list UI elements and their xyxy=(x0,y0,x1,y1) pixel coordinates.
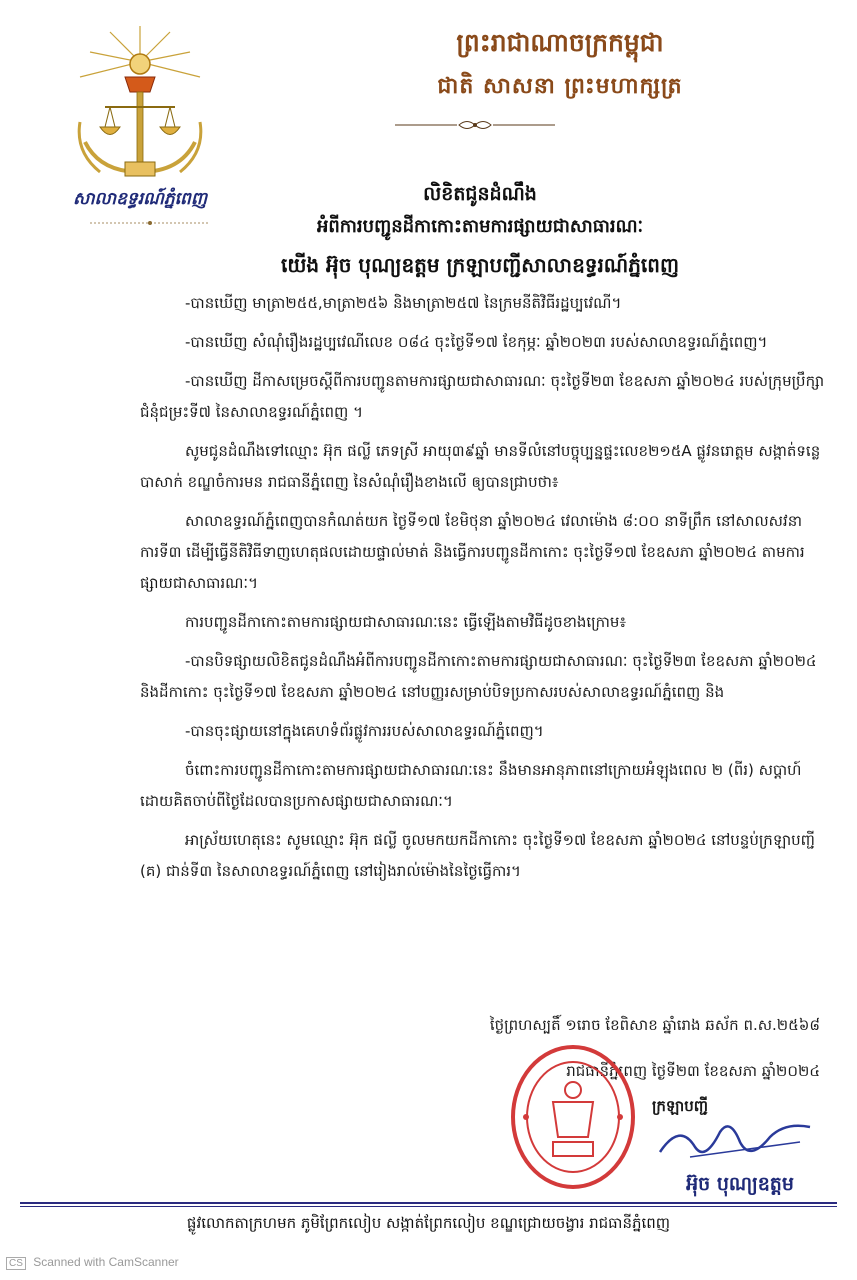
handwritten-signature-icon xyxy=(650,1112,820,1172)
camscanner-logo-icon: CS xyxy=(6,1257,26,1270)
document-body xyxy=(140,288,826,895)
document-subtitle: អំពីការបញ្ជូនដីកាកោះតាមការផ្សាយជាសាធារណៈ xyxy=(316,216,644,237)
body-paragraph: -បានឃើញ មាត្រា២៥៥,មាត្រា២៥៦ និងមាត្រា២៥៧ នៃក្រមនីតិវិធីរដ្ឋប្បវេណី។ xyxy=(185,294,622,312)
lunar-date: ថ្ងៃព្រហស្បតិ៍ ១រោច ខែពិសាខ ឆ្នាំរោង ឆស័ក ព.ស.២៥៦៨ xyxy=(489,1016,820,1034)
body-paragraph: -បានចុះផ្សាយនៅក្នុងគេហទំព័រផ្លូវការរបស់សាលាឧទ្ធរណ៍ភ្នំពេញ។ xyxy=(185,722,544,740)
scanner-watermark-text: Scanned with CamScanner xyxy=(33,1255,179,1269)
ornament-divider-icon xyxy=(395,118,555,132)
signatory-name: អ៊ុច បុណ្យឧត្តម xyxy=(686,1173,794,1195)
body-paragraph: -បានឃើញ ដីកាសម្រេចស្តីពីការបញ្ជូនតាមការផ្សាយជាសាធារណៈ ចុះថ្ងៃទី២៣ ខែឧសភា ឆ្នាំ២០២៤ របស់ក្រុមប្រឹក្សាជំនុំជម្រះទី៧ នៃសាលាឧទ្ធរណ៍ភ្នំពេញ ។ xyxy=(140,372,825,421)
body-paragraph: -បានបិទផ្សាយលិខិតជូនដំណឹងអំពីការបញ្ជូនដីកាកោះតាមការផ្សាយជាសាធារណៈ ចុះថ្ងៃទី២៣ ខែឧសភា ឆ្នាំ២០២៤ និងដីកាកោះ ចុះថ្ងៃទី១៧ ខែឧសភា ឆ្នាំ២០២៤ នៅបញ្ញរសម្រាប់បិទប្រកាសរបស់សាលាឧទ្ធរណ៍ភ្នំពេញ និង xyxy=(140,652,817,701)
scanner-watermark xyxy=(6,1255,179,1270)
signatory-title: ក្រឡាបញ្ជី xyxy=(651,1097,709,1115)
solar-date: រាជធានីភ្នំពេញ ថ្ងៃទី២៣ ខែឧសភា ឆ្នាំ២០២៤ xyxy=(566,1062,820,1080)
national-motto: ជាតិ សាសនា ព្រះមហាក្សត្រ xyxy=(437,73,683,99)
footer-address: ផ្លូវលោកតាក្រហមក ភូមិព្រែកលៀប សង្កាត់ព្រែកលៀប ខណ្ឌជ្រោយចង្វារ រាជធានីភ្នំពេញ xyxy=(186,1214,671,1232)
body-paragraph: -បានឃើញ សំណុំរឿងរដ្ឋប្បវេណីលេខ ០៨៤ ចុះថ្ងៃទី១៧ ខែកុម្ភៈ ឆ្នាំ២០២៣ របស់សាលាឧទ្ធរណ៍ភ្នំពេញ។ xyxy=(185,333,768,351)
document-title: លិខិតជូនដំណឹង xyxy=(423,183,537,205)
footer-rule xyxy=(20,1206,837,1207)
body-paragraph: សាលាឧទ្ធរណ៍ភ្នំពេញបានកំណត់យក ថ្ងៃទី១៧ ខែមិថុនា ឆ្នាំ២០២៤ វេលាម៉ោង ៨:០០ នាទីព្រឹក នៅសាលសវនាការទី៣ ដើម្បីធ្វើនីតិវិធីទាញហេតុផលដោយផ្ទាល់មាត់ និងធ្វើការបញ្ជូនដីកាកោះ ចុះថ្ងៃទី១៧ ខែឧសភា ឆ្នាំ២០២៤ តាមការផ្សាយជាសាធារណៈ។ xyxy=(140,512,805,592)
court-name: សាលាឧទ្ធរណ៍ភ្នំពេញ xyxy=(72,189,208,209)
footer-rule xyxy=(20,1202,837,1204)
body-paragraph: អាស្រ័យហេតុនេះ សូមឈ្មោះ អ៊ុក ផល្លី ចូលមកយកដីកាកោះ ចុះថ្ងៃទី១៧ ខែឧសភា ឆ្នាំ២០២៤ នៅបន្ទប់ក្រឡាបញ្ជី (គ) ជាន់ទី៣ នៃសាលាឧទ្ធរណ៍ភ្នំពេញ នៅរៀងរាល់ម៉ោងនៃថ្ងៃធ្វើការ។ xyxy=(140,831,815,880)
body-paragraph: សូមជូនដំណឹងទៅឈ្មោះ អ៊ុក ផល្លី ភេទស្រី អាយុ៣៩ឆ្នាំ មានទីលំនៅបច្ចុប្បន្នផ្ទះលេខ២១៥A ផ្លូវនរោត្តម សង្កាត់ទន្លេបាសាក់ ខណ្ឌចំការមន រាជធានីភ្នំពេញ នៃសំណុំរឿងខាងលើ ឲ្យបានជ្រាបថា៖ xyxy=(140,442,821,491)
body-paragraph: ចំពោះការបញ្ជូនដីកាកោះតាមការផ្សាយជាសាធារណៈនេះ នឹងមានអានុភាពនៅក្រោយអំឡុងពេល ២ (ពីរ) សប្តាហ៍ ដោយគិតចាប់ពីថ្ងៃដែលបានប្រកាសផ្សាយជាសាធារណៈ។ xyxy=(140,761,802,810)
body-paragraph: ការបញ្ជូនដីកាកោះតាមការផ្សាយជាសាធារណៈនេះ ធ្វើឡើងតាមវិធីដូចខាងក្រោម៖ xyxy=(185,613,627,631)
court-emblem-icon xyxy=(70,22,210,182)
kingdom-heading: ព្រះរាជាណាចក្រកម្ពុជា xyxy=(456,28,664,57)
issuer-line: យើង អ៊ុច បុណ្យឧត្តម ក្រឡាបញ្ជីសាលាឧទ្ធរណ៍ភ្នំពេញ xyxy=(280,253,680,277)
